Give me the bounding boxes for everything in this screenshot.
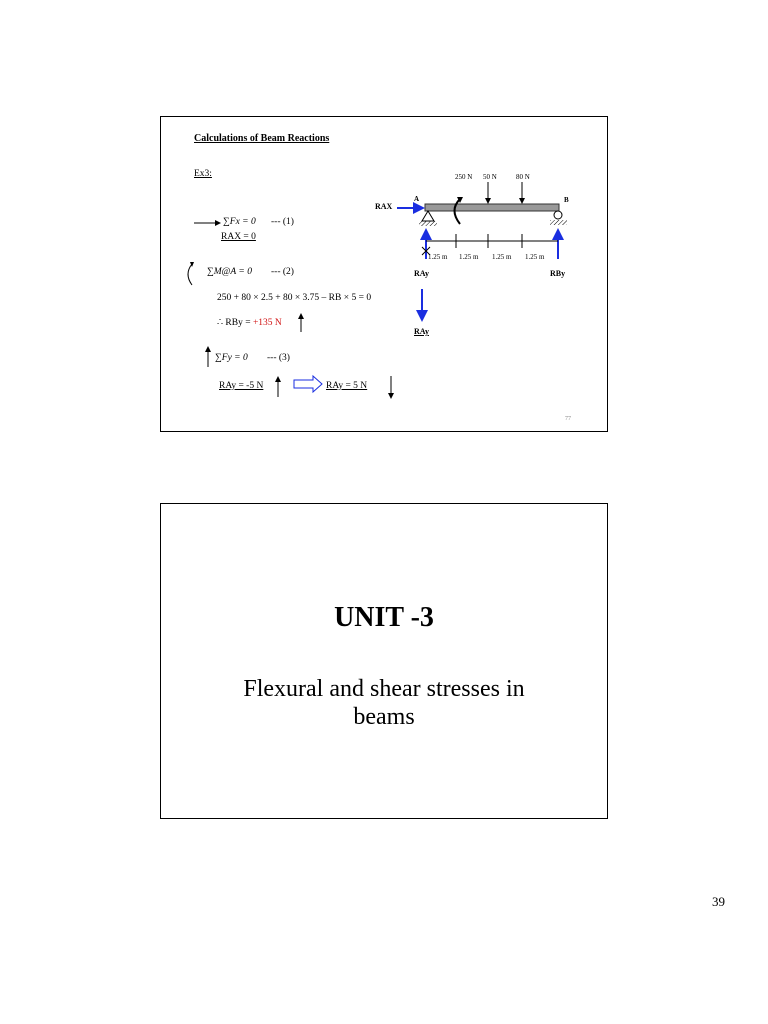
eq3-sum: ∑Fy = 0: [215, 353, 248, 363]
page-number: 39: [712, 894, 725, 909]
eq2-result: [217, 319, 282, 329]
eq2-tag: --- (2): [271, 267, 294, 277]
ray-down-label: RAy: [414, 327, 429, 336]
eq3-result-2: RAy = 5 N: [326, 381, 368, 391]
beam: [425, 204, 559, 211]
example-label: Ex3:: [194, 169, 212, 179]
eq2-result-value: +135 N: [252, 318, 282, 328]
span-label-1: 1.25 m: [428, 253, 448, 261]
slide-number: 77: [565, 416, 571, 422]
eq2-result-prefix: ∴ RBy =: [217, 318, 253, 328]
eq3-tag: --- (3): [267, 353, 290, 363]
eq2-sum: ∑M@A = 0: [207, 267, 252, 277]
eq1-tag: --- (1): [271, 217, 294, 227]
slide-unit-title: [160, 503, 608, 819]
pin-support-a: [422, 211, 434, 221]
slide-title: UNIT -3: [334, 602, 434, 633]
slide-beam-reactions: [160, 116, 608, 432]
point-b-label: B: [564, 196, 569, 204]
eq1-sum: ∑Fx = 0: [223, 217, 256, 227]
eq2-expression: 250 + 80 × 2.5 + 80 × 3.75 – RB × 5 = 0: [217, 293, 372, 303]
span-label-3: 1.25 m: [492, 253, 512, 261]
load-label-50: 50 N: [483, 173, 497, 181]
eq3-result-1: RAy = -5 N: [219, 381, 264, 391]
point-a-label: A: [414, 195, 420, 203]
span-label-2: 1.25 m: [459, 253, 479, 261]
eq1-result: RAX = 0: [221, 232, 256, 242]
slide-subtitle: Flexural and shear stresses in beams: [243, 676, 525, 730]
load-label-250: 250 N: [455, 173, 473, 181]
ray-label: RAy: [414, 269, 429, 278]
rax-label: RAX: [375, 202, 393, 211]
load-label-80: 80 N: [516, 173, 530, 181]
rby-label: RBy: [550, 269, 566, 278]
span-label-4: 1.25 m: [525, 253, 545, 261]
moment-sign-icon: [188, 264, 192, 285]
implies-arrow-icon: [294, 376, 322, 392]
roller-support-b: [554, 211, 562, 219]
slide-heading: Calculations of Beam Reactions: [194, 133, 330, 144]
